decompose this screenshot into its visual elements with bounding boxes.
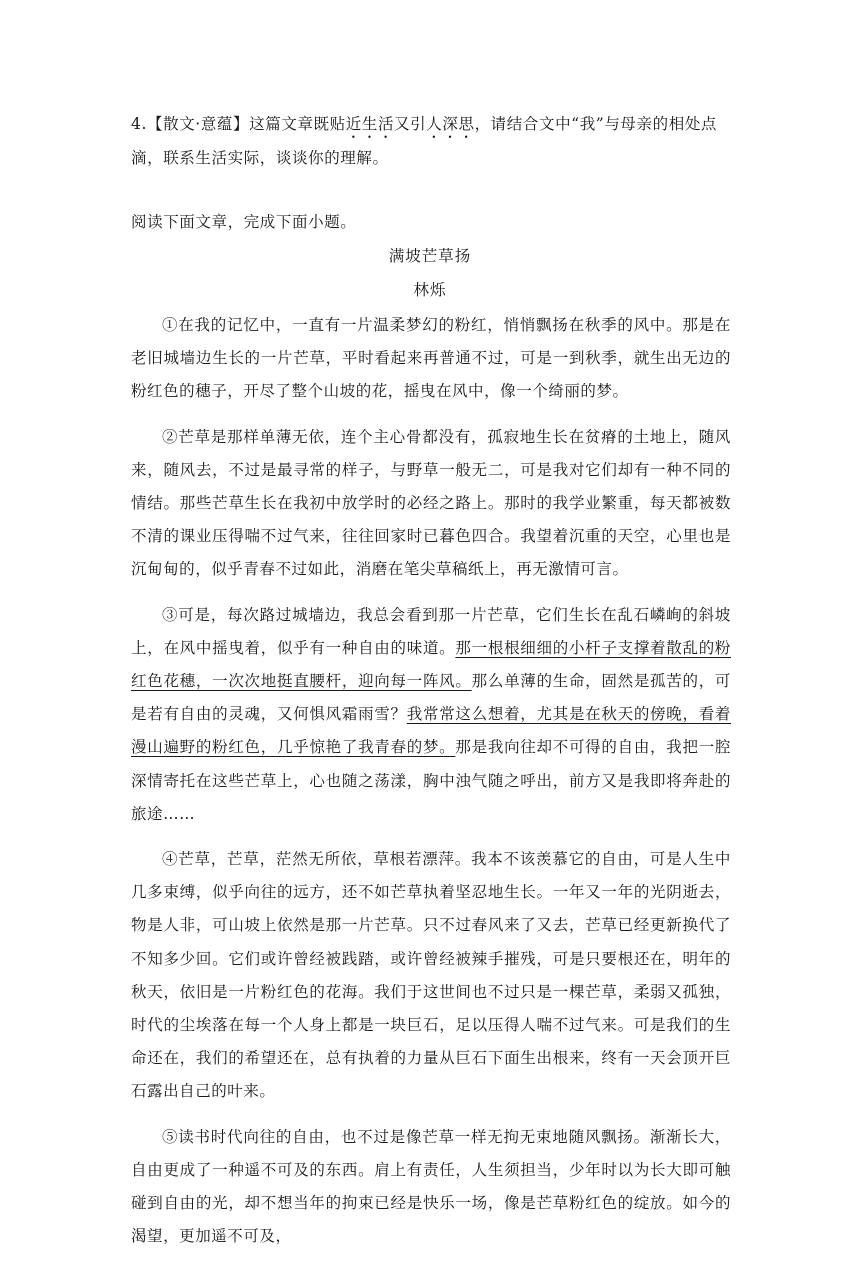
article-body	[131, 309, 731, 1265]
article-author: 林烁	[413, 281, 447, 299]
question-tag: 【散文·意蕴】	[147, 115, 250, 133]
reading-instruction: 阅读下面文章，完成下面小题。	[131, 213, 357, 231]
paragraph-3	[131, 599, 731, 831]
paragraph-4: ④芒草，芒草，茫然无所依，草根若漂萍。我本不该羡慕它的自由，可是人生中几多束缚，似乎向往的远方，还不如芒草执着坚忍地生长。一年又一年的光阴逝去，物是人非，可山坡上依然是那一片芒草。只不过春风来了又去，芒草已经更新换代了不知多少回。它们或许曾经被践踏，或许曾经被辣手摧残，可是只要根还在，明年的秋天，依旧是一片粉红色的花海。我们于这世间也不过只是一棵芒草，柔弱又孤独，时代的尘埃落在每一个人身上都是一块巨石，足以压得人喘不过气来。可是我们的生命还在，我们的希望还在，总有执着的力量从巨石下面生出根来，终有一天会顶开巨石露出自己的叶来。	[131, 850, 731, 1101]
paragraph-1: ①在我的记忆中，一直有一片温柔梦幻的粉红，悄悄飘扬在秋季的风中。那是在老旧城墙边生长的一片芒草，平时看起来再普通不过，可是一到秋季，就生出无边的粉红色的穗子，开尽了整个山坡的花，摇曳在风中，像一个绮丽的梦。	[131, 316, 731, 401]
paragraph-5: ⑤读书时代向往的自由，也不过是像芒草一样无拘无束地随风飘扬。渐渐长大，自由更成了一种遥不可及的东西。肩上有责任，人生须担当，少年时以为长大即可触碰到自由的光，却不想当年的拘束已经是快乐一场，像是芒草粉红色的绽放。如今的渴望，更加遥不可及，	[131, 1127, 731, 1246]
question-emphasis-1: 近生活	[345, 115, 395, 133]
paragraph-2: ②芒草是那样单薄无依，连个主心骨都没有，孤寂地生长在贫瘠的土地上，随风来，随风去，不过是最寻常的样子，与野草一般无二，可是我对它们却有一种不同的情结。那些芒草生长在我初中放学时的必经之路上。那时的我学业繁重，每天都被数不清的课业压得喘不过气来，往往回家时已暮色四合。我望着沉重的天空，心里也是沉甸甸的，似乎青春不过如此，消磨在笔尖草稿纸上，再无激情可言。	[131, 427, 731, 579]
article-title: 满坡芒草扬	[388, 247, 472, 265]
question-number: 4.	[131, 115, 147, 133]
underlined-sentence-1: 那一根根细细的小杆子支撑着散乱的粉红色花穗，一次次地挺直腰杆，迎向每一阵风。	[131, 638, 731, 691]
paragraph-3-part-c: 那是我向往却不可得的自由，我把一腔深情寄托在这些芒草上，心也随之荡漾，胸中浊气随之呼出，前方又是我即将奔赴的旅途……	[131, 738, 731, 823]
underlined-sentence-2: 我常常这么想着，尤其是在秋天的傍晚，看着漫山遍野的粉红色，几乎惊艳了我青春的梦。	[131, 705, 731, 757]
paragraph-3-part-b: 那么单薄的生命，固然是孤苦的，可是若有自由的灵魂，又何惧风霜雨雪？	[131, 672, 731, 724]
paragraph-3-part-a: ③可是，每次路过城墙边，我总会看到那一片芒草，它们生长在乱石嶙峋的斜坡上，在风中摇曳着，似乎有一种自由的味道。	[131, 605, 731, 657]
question-text-before: 这篇文章既贴	[249, 115, 346, 133]
question-emphasis-2: 人深思	[426, 115, 475, 133]
question-text-mid: 又引	[394, 115, 427, 133]
question-text-after: ，请结合文中“我”与母亲的相处点滴，联系生活实际，谈谈你的理解。	[131, 115, 718, 167]
question-4	[131, 108, 731, 175]
